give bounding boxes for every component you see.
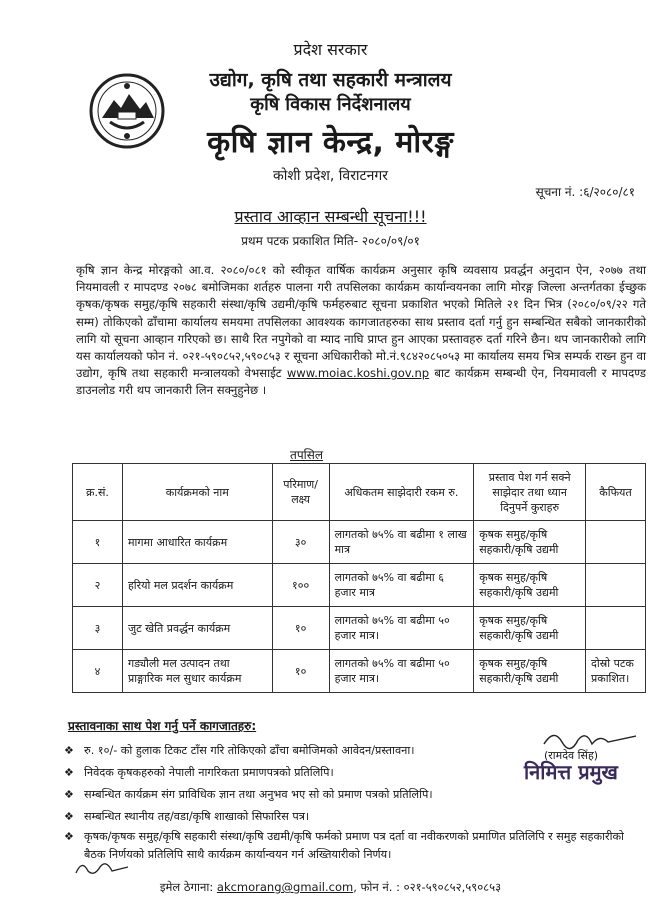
cell-program-name: जुट खेति प्रवर्द्धन कार्यक्रम [122,607,272,650]
initial-scribble [72,855,132,881]
header-address: कोशी प्रदेश, विराटनगर [273,168,388,184]
list-item-text: रु. १०/- को हुलाक टिकट टाँस गरि तोकिएको ढाँचा बमोजिमको आवेदन/प्रस्तावना। [84,744,415,757]
diamond-bullet-icon: ❖ [64,830,74,843]
cell-quantity: १० [272,607,329,650]
cell-serial: १ [73,521,123,564]
diamond-bullet-icon: ❖ [64,766,74,779]
col-remarks: कैफियत [586,464,646,521]
required-documents-title: प्रस्तावनाका साथ पेश गर्नु पर्ने कागजातहरु: [68,719,257,733]
phone-text: , फोन नं. : ०२१-५९०८५२,५९०८५३ [353,880,502,894]
cell-serial: २ [73,564,123,607]
list-item-text: सम्बन्धित स्थानीय तह/वडा/कृषि शाखाको सिफारिस पत्र। [84,810,310,823]
cell-eligible-partners: कृषक समुह/कृषि सहकारी/कृषि उद्यमी [474,521,586,564]
cell-serial: ४ [73,650,123,693]
notice-subject: प्रस्ताव आव्हान सम्बन्धी सूचना!!! [234,207,427,226]
diamond-bullet-icon: ❖ [64,788,74,801]
table-row [73,521,646,564]
cell-program-name: हरियो मल प्रदर्शन कार्यक्रम [122,564,272,607]
cell-max-amount: लागतको ७५% वा बढीमा ५० हजार मात्र। [329,607,474,650]
list-item-text: निवेदक कृषकहरुको नेपाली नागरिकता प्रमाणपत्रको प्रतिलिपि। [84,766,334,779]
table-row [73,564,646,607]
col-program-name: कार्यक्रमको नाम [122,464,272,521]
nepal-emblem-icon [88,72,166,150]
cell-max-amount: लागतको ७५% वा बढीमा ५० हजार मात्र। [329,650,474,693]
cell-program-name: मागमा आधारित कार्यक्रम [122,521,272,564]
col-eligible-partners: प्रस्ताव पेश गर्न सक्ने साझेदार तथा ध्यान दिनुपर्ने कुराहरु [474,464,586,521]
signatory-name: (रामदेव सिंह) [544,749,599,762]
schedule-label: तपसिल [290,448,324,462]
list-item [62,784,647,806]
table-row [73,650,646,693]
table-row [73,607,646,650]
cell-quantity: १० [272,650,329,693]
cell-max-amount: लागतको ७५% वा बढीमा ६ हजार मात्र [329,564,474,607]
list-item [62,828,647,864]
program-table [72,463,646,693]
diamond-bullet-icon: ❖ [64,744,74,757]
table-header-row [73,464,646,521]
list-item-text: सम्बन्धित कार्यक्रम संग प्राविधिक ज्ञान तथा अनुभव भए सो को प्रमाण पत्रको प्रतिलिपि। [84,788,433,801]
cell-quantity: ३० [272,521,329,564]
cell-eligible-partners: कृषक समुह/कृषि सहकारी/कृषि उद्यमी [474,607,586,650]
cell-program-name: गड्यौली मल उत्पादन तथा प्राङ्गारिक मल सुधार कार्यक्रम [122,650,272,693]
footer-contact [0,880,661,895]
email-label: इमेल ठेगाना: [159,880,214,894]
list-item [62,806,647,828]
header-directorate: कृषि विकास निर्देशनालय [250,94,411,115]
email-link[interactable]: akcmorang@gmail.com [216,880,354,894]
col-quantity: परिमाण/ लक्ष्य [272,464,329,521]
header-ministry: उद्योग, कृषि तथा सहकारी मन्त्रालय [209,69,452,91]
diamond-bullet-icon: ❖ [64,810,74,823]
notice-number: सूचना नं. :६/२०८०/८१ [535,185,635,199]
publication-date: प्रथम पटक प्रकाशित मिति- २०८०/०९/०१ [241,234,420,248]
cell-max-amount: लागतको ७५% वा बढीमा १ लाख मात्र [329,521,474,564]
col-serial: क्र.सं. [73,464,123,521]
cell-remarks: दोस्रो पटक प्रकाशित। [586,650,646,693]
header-office: कृषि ज्ञान केन्द्र, मोरङ्ग [207,125,454,160]
cell-serial: ३ [73,607,123,650]
ministry-website-link[interactable]: www.moiac.koshi.gov.np [286,366,430,381]
signatory-title: निमित्त प्रमुख [524,760,618,784]
cell-remarks [586,564,646,607]
header-government: प्रदेश सरकार [293,40,368,59]
cell-remarks [586,607,646,650]
notice-body [76,262,646,400]
cell-eligible-partners: कृषक समुह/कृषि सहकारी/कृषि उद्यमी [474,564,586,607]
cell-eligible-partners: कृषक समुह/कृषि सहकारी/कृषि उद्यमी [474,650,586,693]
col-max-amount: अधिकतम साझेदारी रकम रु. [329,464,474,521]
list-item-text: कृषक/कृषक समुह/कृषि सहकारी संस्था/कृषि उद्यमी/कृषि फर्मको प्रमाण पत्र दर्ता वा नवीकरणको प्रमाणित प्रतिलिपि र समुह सहकारीको बैठक निर्णयको प्रतिलिपि साथै कार्यक्रम कार्यान्वयन गर्न अख्तियारीको निर्णय। [84,830,624,861]
cell-quantity: १०० [272,564,329,607]
body-text-part2: बाट कार्यक्रम सम्बन्धी ऐन, नियमावली र मापदण्ड डाउनलोड गरी थप जानकारी लिन सक्नुहुनेछ । [76,366,647,398]
cell-remarks [586,521,646,564]
body-text-part1: कृषि ज्ञान केन्द्र मोरङ्गको आ.व. २०८०/०८१ को स्वीकृत वार्षिक कार्यक्रम अनुसार कृषि व्यवसाय प्रवर्द्धन अनुदान ऐन, २०७७ तथा नियमावली र मापदण्ड २०७८ बमोजिमका शर्तहरु पालना गरी तपसिलका कार्यक्रम कार्यान्वयनका लागि मोरङ्ग जिल्ला अन्तर्गतका ईच्छुक कृषक/कृषक समुह/कृषि सहकारी संस्था/कृषि उद्यमी/कृषि फर्महरुबाट सूचना प्रकाशित भएको मितिले २१ दिन भित्र (२०८०/०९/२२ गते सम्म) तोकिएको ढाँचामा कार्यालय समयमा तपसिलका आवश्यक कागजातहरुका साथ प्रस्ताव दर्ता गर्नु हुन सम्बन्धित सबैको जानकारीको लागि यो सूचना आव्हान गरिएको छ। साथै रित नपुगेको वा म्याद नाघि प्राप्त हुन आएका प्रस्तावहरु दर्ता गरिने छैन। थप जानकारीको लागि यस कार्यालयको फोन नं. ०२१-५९०८५२,५९०८५३ र सूचना अधिकारीको मो.नं.९८४२०८५०५३ मा कार्यालय समय भित्र सम्पर्क राख्न हुन वा उद्योग, कृषि तथा सहकारी मन्त्रालयको वेभसाईट [76,263,646,381]
